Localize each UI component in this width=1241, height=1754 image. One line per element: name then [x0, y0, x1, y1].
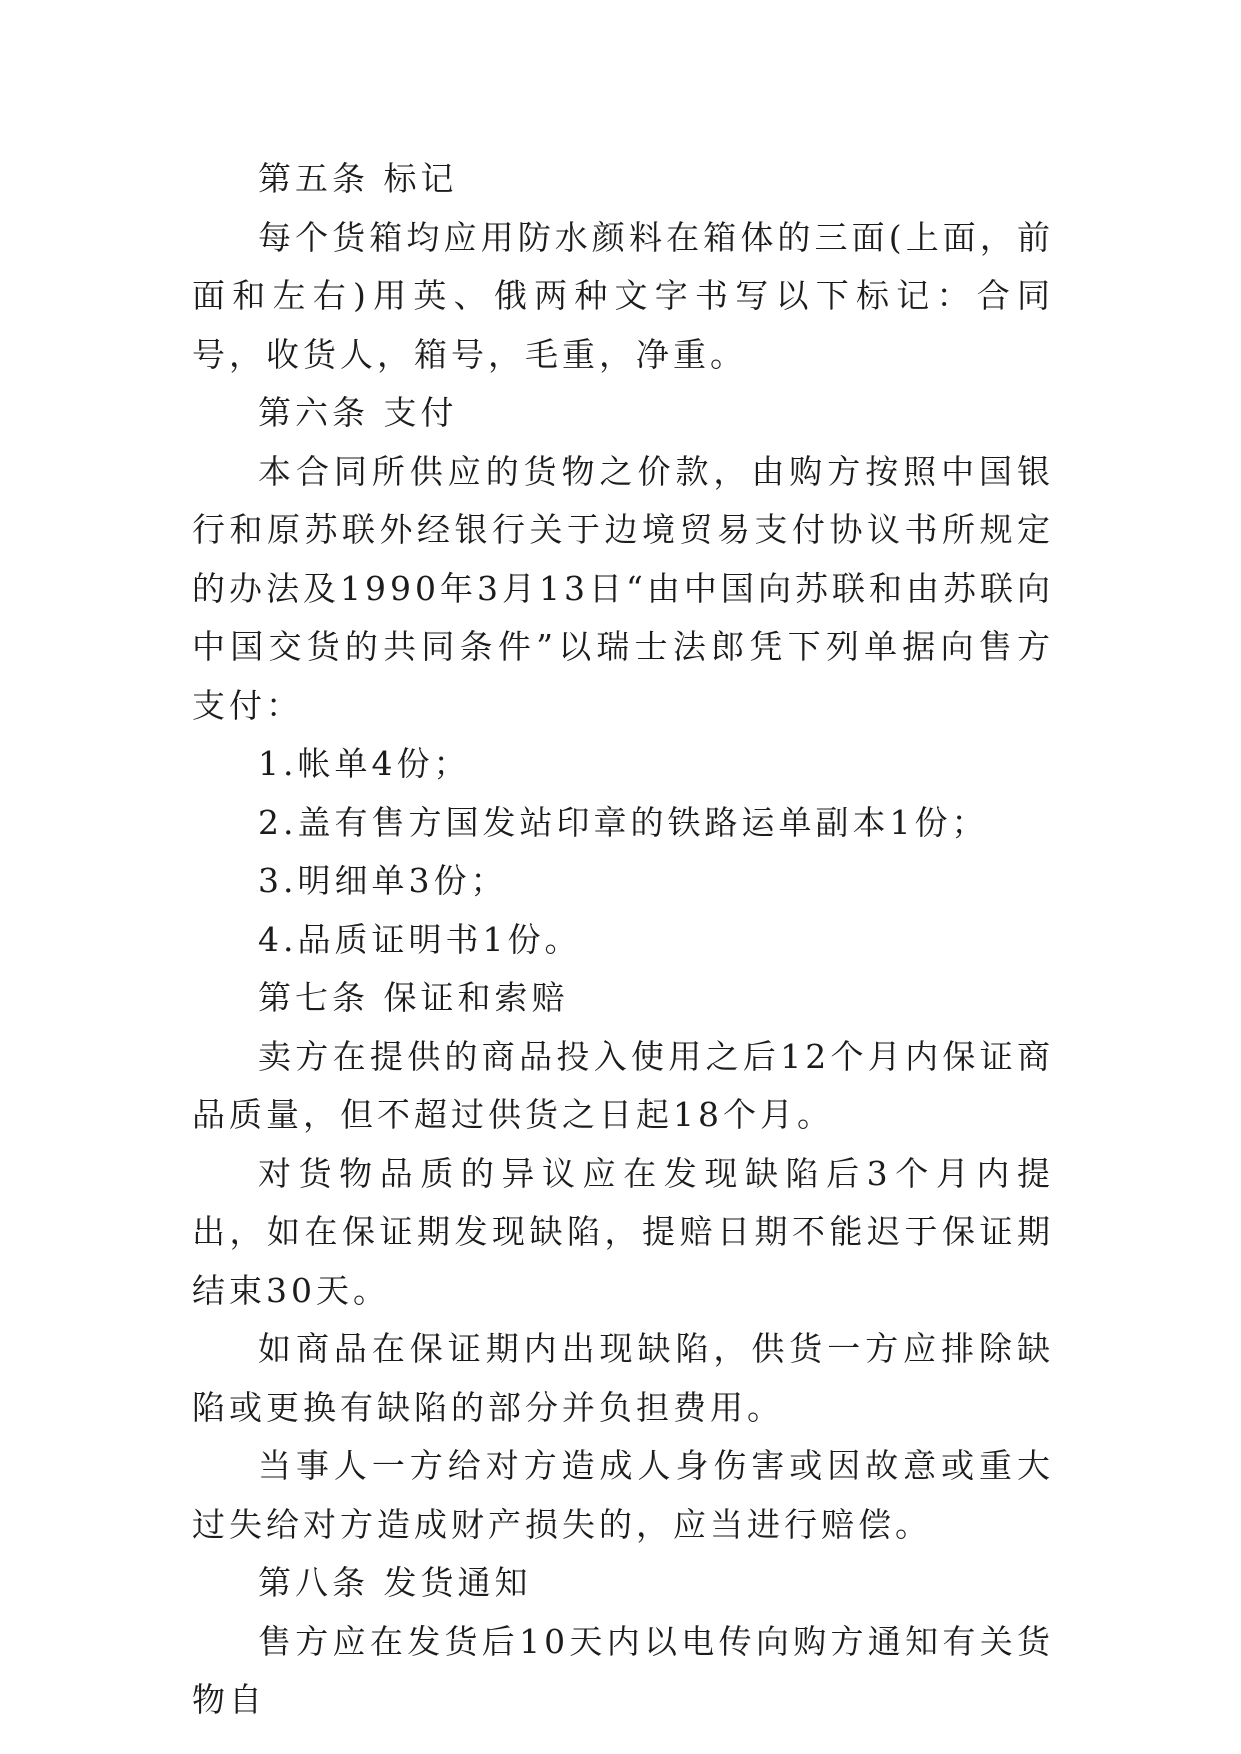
- article-7-body: 当事人一方给对方造成人身伤害或因故意或重大过失给对方造成财产损失的，应当进行赔偿。: [192, 1446, 1054, 1544]
- document-body: [192, 150, 1054, 1730]
- list-item: 4.品质证明书1份。: [258, 919, 582, 959]
- article-7-heading: 第七条 保证和索赔: [258, 978, 569, 1017]
- article-7-body: 对货物品质的异议应在发现缺陷后3个月内提出，如在保证期发现缺陷，提赔日期不能迟于保证期结束30天。: [192, 1153, 1054, 1310]
- article-6-heading: 第六条 支付: [258, 393, 458, 432]
- list-item: 2.盖有售方国发站印章的铁路运单副本1份；: [258, 802, 989, 842]
- article-7-body: 卖方在提供的商品投入使用之后12个月内保证商品质量，但不超过供货之日起18个月。: [192, 1036, 1054, 1134]
- article-7-body: 如商品在保证期内出现缺陷，供货一方应排除缺陷或更换有缺陷的部分并负担费用。: [192, 1329, 1054, 1427]
- list-item: 3.明细单3份；: [258, 861, 508, 900]
- article-8-body: 售方应在发货后10天内以电传向购方通知有关货物自: [192, 1621, 1054, 1719]
- article-5-heading: 第五条 标记: [258, 159, 458, 198]
- article-6-body: 本合同所供应的货物之价款，由购方按照中国银行和原苏联外经银行关于边境贸易支付协议书所规定的办法及1990年3月13日“由中国向苏联和由苏联向中国交货的共同条件”以瑞士法郎凭下列单据向售方支付：: [192, 451, 1054, 725]
- article-8-heading: 第八条 发货通知: [258, 1563, 532, 1602]
- article-5-body: 每个货箱均应用防水颜料在箱体的三面(上面，前面和左右)用英、俄两种文字书写以下标记：合同号，收货人，箱号，毛重，净重。: [192, 217, 1054, 374]
- list-item: 1.帐单4份；: [258, 744, 471, 783]
